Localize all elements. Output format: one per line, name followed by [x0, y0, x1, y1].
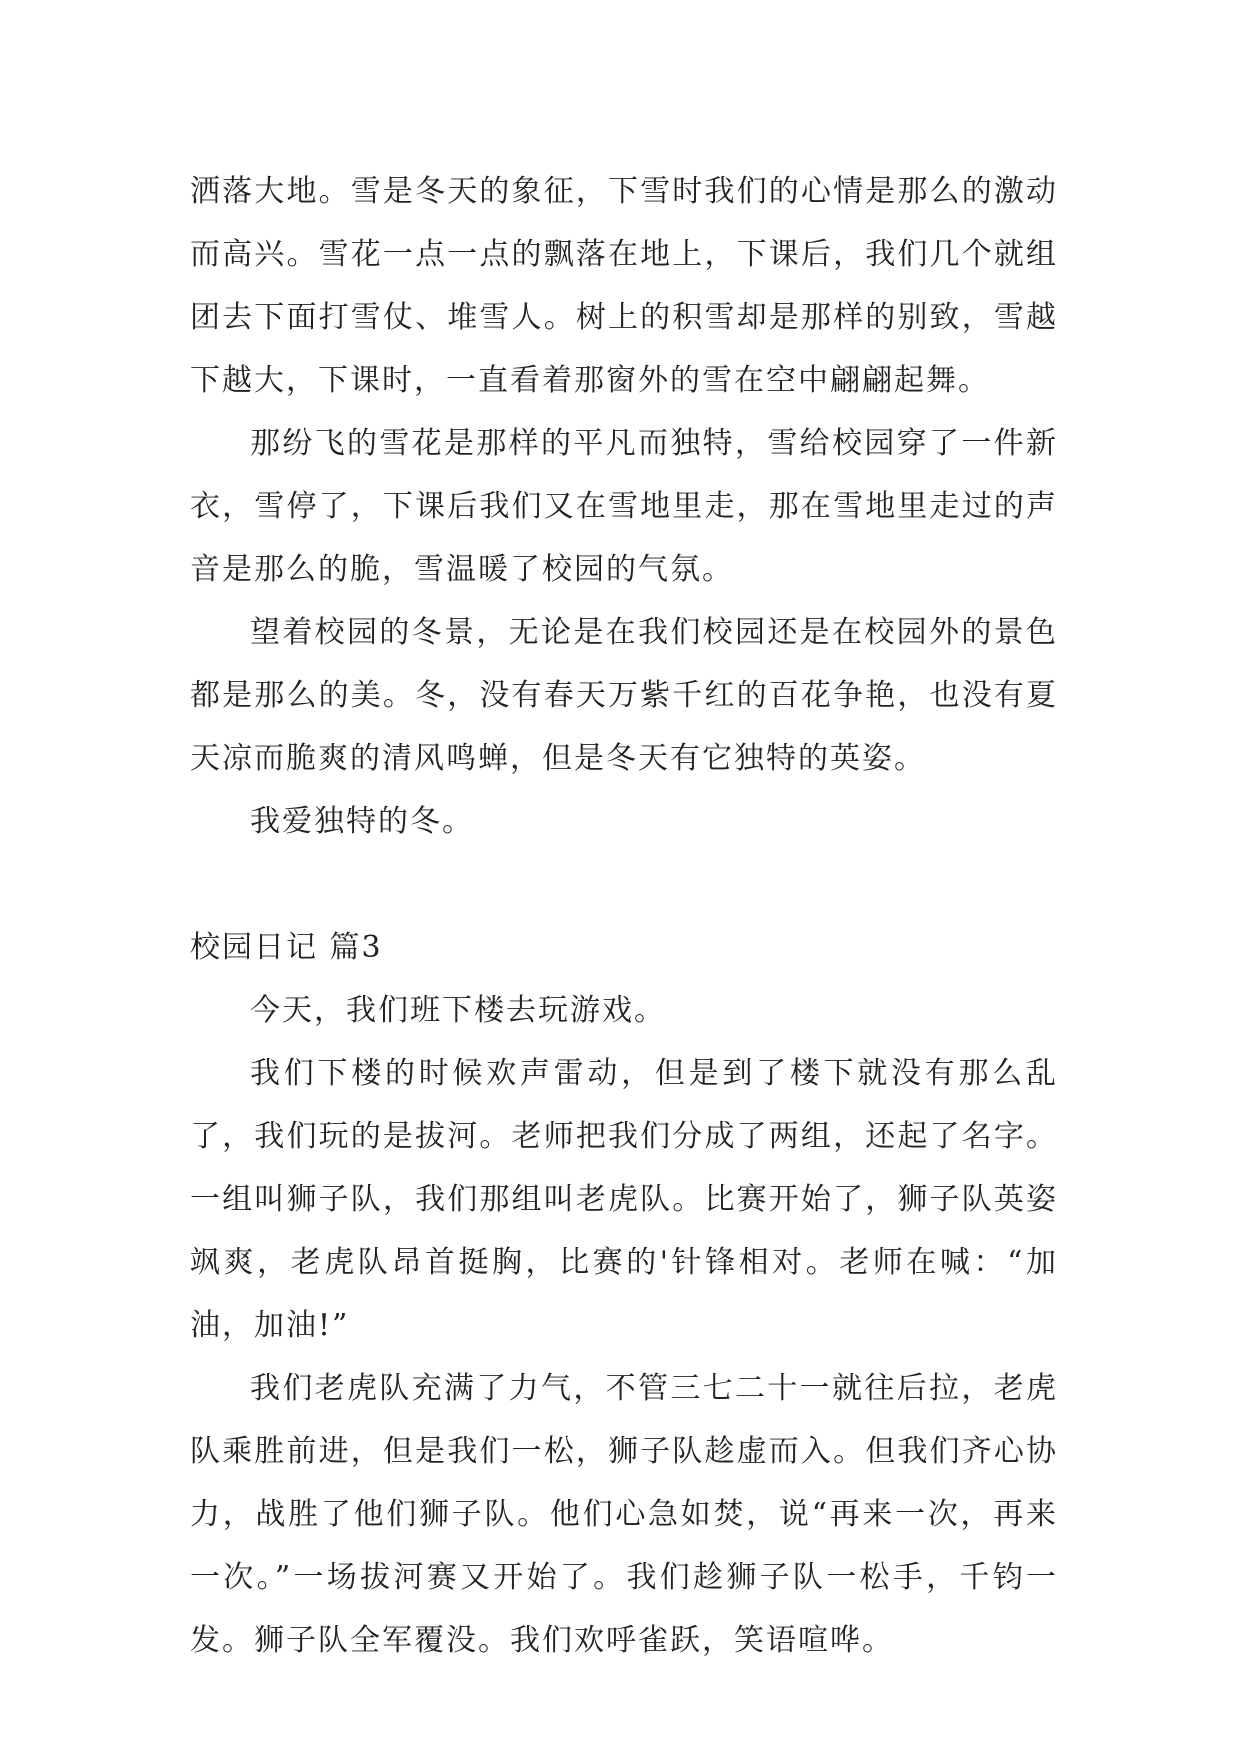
- paragraph: 我爱独特的冬。: [250, 804, 474, 839]
- paragraph: 洒落大地。雪是冬天的象征，下雪时我们的心情是那么的激动而高兴。雪花一点一点的飘落在地上，下课后，我们几个就组团去下面打雪仗、堆雪人。树上的积雪却是那样的别致，雪越下越大，下课时，一直看着那窗外的雪在空中翩翩起舞。: [190, 174, 1058, 398]
- document-body: [190, 160, 1058, 1672]
- section-title: 校园日记 篇3: [190, 930, 383, 965]
- paragraph: 那纷飞的雪花是那样的平凡而独特，雪给校园穿了一件新衣，雪停了，下课后我们又在雪地里走，那在雪地里走过的声音是那么的脆，雪温暖了校园的气氛。: [190, 426, 1058, 587]
- paragraph: 我们老虎队充满了力气，不管三七二十一就往后拉，老虎队乘胜前进，但是我们一松，狮子队趁虚而入。但我们齐心协力，战胜了他们狮子队。他们心急如焚，说“再来一次，再来一次。”一场拔河赛又开始了。我们趁狮子队一松手，千钧一发。狮子队全军覆没。我们欢呼雀跃，笑语喧哗。: [190, 1371, 1058, 1658]
- paragraph: 望着校园的冬景，无论是在我们校园还是在校园外的景色都是那么的美。冬，没有春天万紫千红的百花争艳，也没有夏天凉而脆爽的清风鸣蝉，但是冬天有它独特的英姿。: [190, 615, 1058, 776]
- paragraph: 今天，我们班下楼去玩游戏。: [250, 993, 666, 1028]
- paragraph: 我们下楼的时候欢声雷动，但是到了楼下就没有那么乱了，我们玩的是拔河。老师把我们分成了两组，还起了名字。一组叫狮子队，我们那组叫老虎队。比赛开始了，狮子队英姿飒爽，老虎队昂首挺胸，比赛的'针锋相对。老师在喊：“加油，加油!”: [190, 1056, 1058, 1343]
